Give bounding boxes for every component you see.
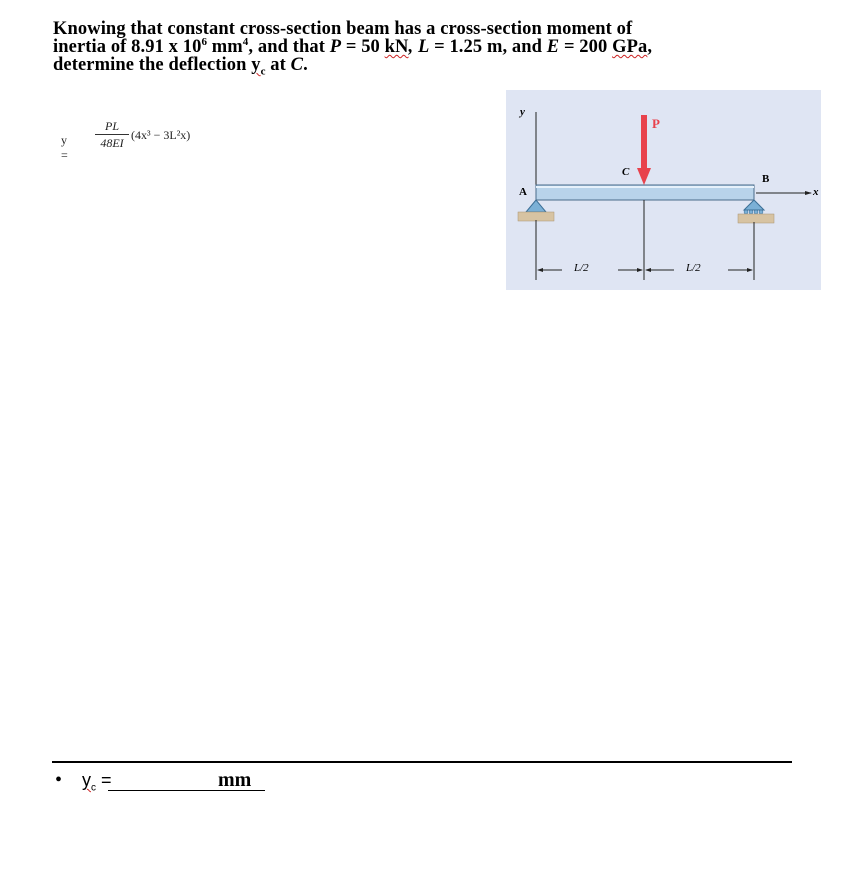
ground-b [738,214,774,223]
label-y: y [520,106,525,118]
formula-lhs: y = [61,133,68,162]
ground-a [518,212,554,221]
label-x: x [813,186,819,198]
roller-wheel [744,210,748,214]
dim-arrowhead [747,268,753,272]
pin-support-a [526,200,546,212]
dim-label-left: L/2 [574,262,589,274]
beam-diagram [506,90,821,290]
load-arrow-shaft [641,115,647,170]
formula-numerator: PL [104,119,119,133]
roller-wheel [749,210,753,214]
label-c: C [622,166,630,178]
dim-label-right: L/2 [686,262,701,274]
load-arrow-head [637,168,651,185]
formula-denominator: 48EI [100,136,124,150]
answer-unit: mm [218,769,252,791]
problem-statement [53,19,793,78]
x-axis-arrowhead [805,191,812,195]
label-p: P [652,116,660,131]
dim-arrowhead [645,268,651,272]
label-a: A [519,186,527,198]
roller-wheel [759,210,763,214]
problem-line-1: Knowing that constant cross-section beam has a cross-section moment of [53,19,633,39]
dim-arrowhead [537,268,543,272]
label-b: B [762,173,770,185]
roller-support-b [744,200,764,210]
answer-label: $y_c$ = [82,770,112,794]
bullet: • [55,769,63,791]
answer-divider [52,761,792,763]
roller-wheel [754,210,758,214]
formula-rhs: (4x³ − 3L²x) [131,128,191,142]
formula-fraction [95,118,129,151]
beam-figure [506,90,821,290]
dim-arrowhead [637,268,643,272]
answer-row [55,768,455,794]
problem-line-2: inertia of 8.91 x $10^6$ $mm^4$, and that P = 50 kN, L = 1.25 m, and E = 200 GPa, [53,35,653,57]
problem-line-3: determine the deflection $y_c$ at C. [53,55,308,78]
